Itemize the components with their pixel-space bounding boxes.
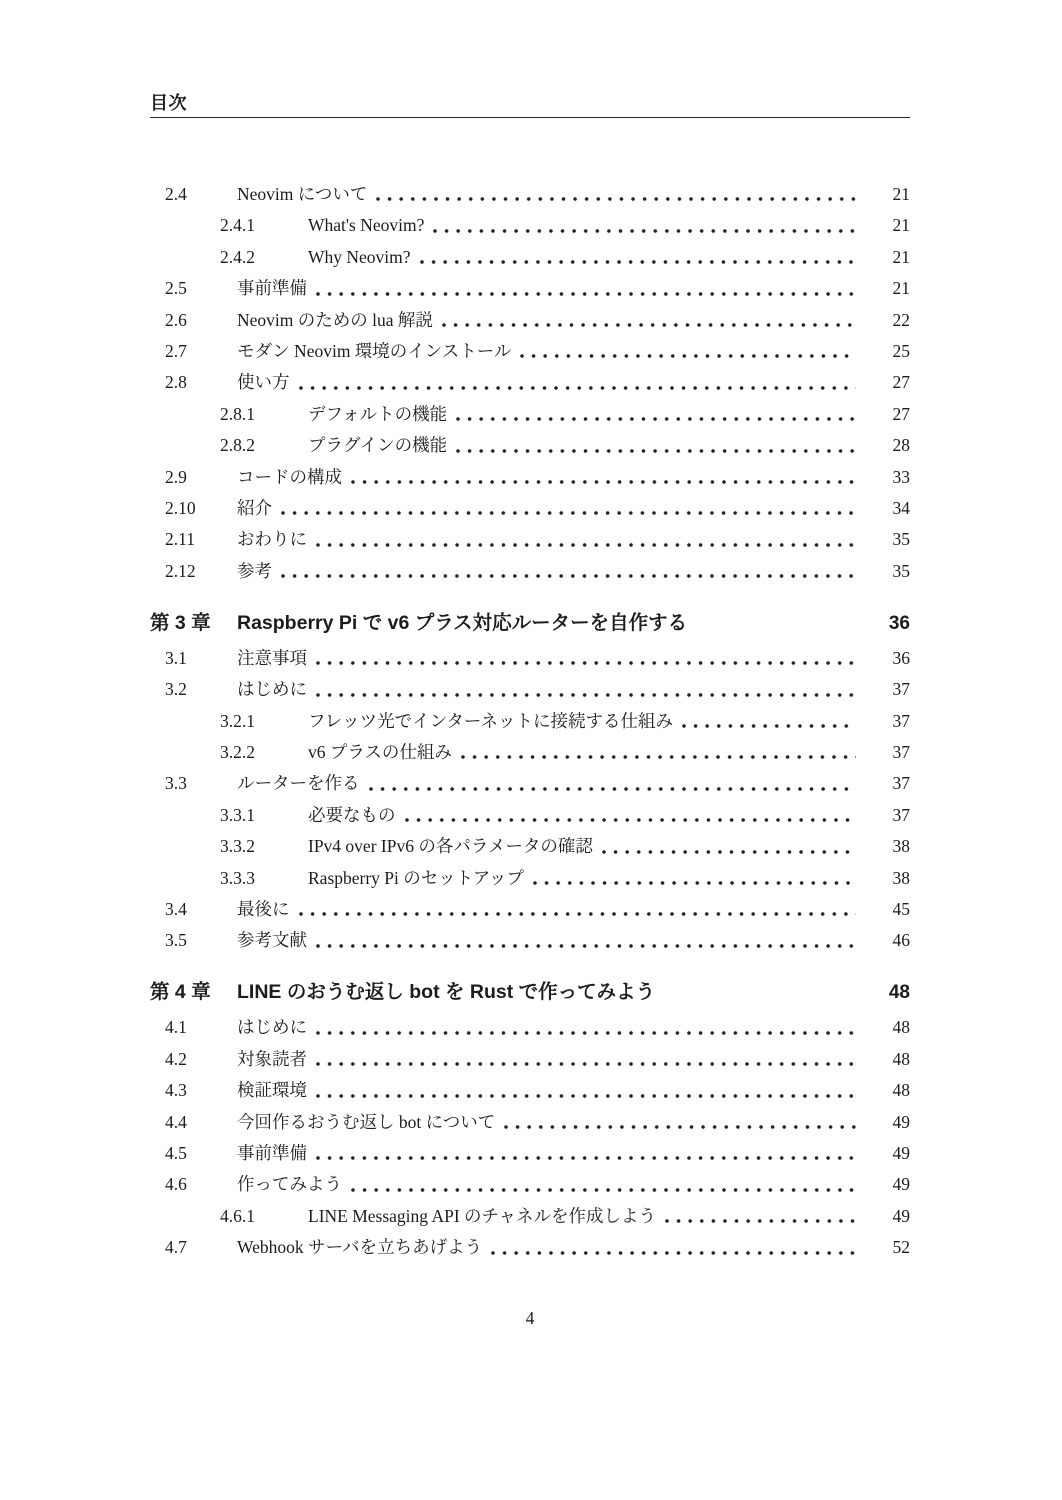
entry-title: Why Neovim? (308, 246, 411, 267)
entry-page-number: 35 (892, 529, 910, 550)
entry-title: Webhook サーバを立ちあげよう (237, 1237, 483, 1258)
entry-page-number: 33 (892, 466, 910, 487)
dot-leader (316, 693, 856, 697)
entry-title: 参考 (237, 560, 272, 581)
entry-title: 検証環境 (237, 1080, 307, 1101)
entry-page-number: 38 (892, 867, 910, 888)
toc-entry-4.4[interactable] (150, 1107, 910, 1138)
toc-entry-3.2.1[interactable] (150, 706, 910, 737)
entry-number: 3.1 (165, 647, 187, 668)
dot-leader (405, 818, 857, 822)
dot-leader (316, 661, 856, 665)
toc-entry-2.4.1[interactable] (150, 210, 910, 241)
entry-title: Raspberry Pi で v6 プラス対応ルーターを自作する (237, 611, 688, 634)
entry-title: Raspberry Pi のセットアップ (308, 867, 525, 888)
entry-page-number: 49 (892, 1174, 910, 1195)
toc-entry-4.2[interactable] (150, 1044, 910, 1075)
toc-entry-2.5[interactable] (150, 273, 910, 304)
toc-entry-3.1[interactable] (150, 643, 910, 674)
dot-leader (456, 417, 856, 421)
entry-page-number: 49 (892, 1205, 910, 1226)
entry-title: 事前準備 (237, 1142, 307, 1163)
header-rule (150, 117, 910, 118)
entry-page-number: 37 (892, 679, 910, 700)
entry-title: デフォルトの機能 (308, 403, 448, 424)
toc-entry-2.8[interactable] (150, 367, 910, 398)
entry-page-number: 21 (892, 246, 910, 267)
entry-number: 2.8 (165, 372, 187, 393)
toc-entry-2.10[interactable] (150, 493, 910, 524)
dot-leader (533, 881, 856, 885)
toc-entry-2.12[interactable] (150, 556, 910, 587)
entry-page-number: 48 (892, 1080, 910, 1101)
dot-leader (316, 944, 856, 948)
dot-leader (420, 260, 856, 264)
entry-number: 4.4 (165, 1111, 187, 1132)
entry-title: 使い方 (237, 372, 290, 393)
toc-entry-3.2[interactable] (150, 674, 910, 705)
entry-number: 4.6 (165, 1174, 187, 1195)
entry-title: 参考文献 (237, 930, 307, 951)
dot-leader (682, 724, 856, 728)
dot-leader (696, 628, 856, 632)
entry-number: 2.11 (165, 529, 195, 550)
toc-entry-第4章[interactable] (150, 975, 910, 1010)
entry-title: 事前準備 (237, 278, 307, 299)
entry-number: 2.7 (165, 341, 187, 362)
entry-title: What's Neovim? (308, 215, 425, 236)
toc-entry-2.4[interactable] (150, 179, 910, 210)
entry-number: 4.5 (165, 1142, 187, 1163)
entry-title: IPv4 over IPv6 の各パラメータの確認 (308, 836, 593, 857)
toc-entry-2.11[interactable] (150, 524, 910, 555)
toc-entry-2.8.2[interactable] (150, 430, 910, 461)
entry-page-number: 28 (892, 435, 910, 456)
entry-page-number: 27 (892, 403, 910, 424)
entry-title: Neovim について (237, 184, 368, 204)
dot-leader (281, 511, 856, 515)
entry-number: 2.9 (165, 466, 187, 487)
entry-title: v6 プラスの仕組み (308, 742, 452, 762)
entry-number: 4.7 (165, 1237, 187, 1258)
toc-entry-2.6[interactable] (150, 305, 910, 336)
entry-page-number: 37 (892, 804, 910, 825)
entry-number: 3.2 (165, 679, 187, 700)
dot-leader (442, 323, 856, 327)
entry-page-number: 48 (888, 982, 910, 1004)
dot-leader (461, 755, 856, 759)
entry-title: ルーターを作る (237, 773, 360, 794)
entry-number: 2.4.1 (220, 215, 255, 236)
entry-title: 今回作るおうむ返し bot について (237, 1111, 496, 1132)
entry-title: おわりに (237, 529, 307, 550)
entry-title: コードの構成 (237, 466, 342, 487)
dot-leader (299, 386, 857, 390)
entry-title: LINE Messaging API のチャネルを作成しよう (308, 1205, 657, 1226)
toc-entry-4.7[interactable] (150, 1232, 910, 1263)
entry-page-number: 36 (892, 647, 910, 668)
dot-leader (316, 1031, 856, 1035)
entry-page-number: 37 (892, 742, 910, 762)
dot-leader (665, 1219, 856, 1223)
entry-number: 2.4 (165, 184, 187, 204)
entry-page-number: 37 (892, 710, 910, 731)
toc-entry-4.3[interactable] (150, 1075, 910, 1106)
entry-title: はじめに (237, 679, 307, 700)
entry-page-number: 49 (892, 1142, 910, 1163)
dot-leader (316, 1094, 856, 1098)
toc-entry-3.4[interactable] (150, 894, 910, 925)
toc-entry-3.2.2[interactable] (150, 737, 910, 768)
entry-title: 対象読者 (237, 1048, 307, 1069)
dot-leader (316, 1156, 856, 1160)
toc-entry-2.9[interactable] (150, 462, 910, 493)
entry-number: 2.8.2 (220, 435, 255, 456)
entry-number: 2.12 (165, 560, 196, 581)
entry-page-number: 36 (888, 612, 910, 634)
dot-leader (369, 787, 857, 791)
page-header (150, 93, 910, 118)
entry-title: はじめに (237, 1017, 307, 1038)
entry-page-number: 48 (892, 1017, 910, 1038)
entry-title: 最後に (237, 899, 290, 920)
toc-list (150, 179, 910, 1264)
toc-entry-4.6.1[interactable] (150, 1201, 910, 1232)
entry-number: 3.2.1 (220, 710, 255, 731)
dot-leader (491, 1251, 856, 1255)
toc-entry-4.5[interactable] (150, 1138, 910, 1169)
entry-number: 4.3 (165, 1080, 187, 1101)
entry-number: 3.3 (165, 773, 187, 794)
entry-page-number: 48 (892, 1048, 910, 1069)
dot-leader (316, 543, 856, 547)
entry-page-number: 46 (892, 930, 910, 951)
entry-number: 3.3.3 (220, 867, 255, 888)
dot-leader (281, 574, 856, 578)
dot-leader (316, 1062, 856, 1066)
entry-page-number: 38 (892, 836, 910, 857)
toc-entry-3.5[interactable] (150, 925, 910, 956)
entry-page-number: 21 (892, 184, 910, 204)
entry-number: 4.1 (165, 1017, 187, 1038)
dot-leader (456, 449, 856, 453)
entry-title: 必要なもの (308, 804, 396, 825)
entry-number: 2.8.1 (220, 403, 255, 424)
entry-number: 3.5 (165, 930, 187, 951)
entry-number: 第 3 章 (150, 611, 211, 634)
entry-number: 2.10 (165, 498, 196, 519)
dot-leader (433, 229, 856, 233)
entry-number: 2.6 (165, 309, 187, 330)
entry-page-number: 25 (892, 341, 910, 362)
entry-page-number: 52 (892, 1237, 910, 1258)
entry-title: Neovim のための lua 解説 (237, 309, 433, 330)
entry-number: 第 4 章 (150, 981, 211, 1004)
toc-entry-3.3.1[interactable] (150, 800, 910, 831)
dot-leader (520, 354, 856, 358)
entry-page-number: 21 (892, 215, 910, 236)
entry-number: 4.6.1 (220, 1205, 255, 1226)
entry-title: 作ってみよう (237, 1174, 342, 1195)
entry-page-number: 22 (892, 309, 910, 330)
toc-entry-4.1[interactable] (150, 1012, 910, 1043)
entry-page-number: 21 (892, 278, 910, 299)
entry-title: 紹介 (237, 498, 272, 519)
dot-leader (376, 197, 856, 201)
entry-page-number: 45 (892, 899, 910, 920)
toc-entry-3.3.3[interactable] (150, 863, 910, 894)
entry-title: モダン Neovim 環境のインストール (237, 341, 512, 362)
entry-number: 3.2.2 (220, 742, 255, 762)
folio-page-number: 4 (525, 1308, 535, 1328)
entry-title: プラグインの機能 (308, 435, 448, 456)
entry-title: LINE のおうむ返し bot を Rust で作ってみよう (237, 981, 656, 1004)
dot-leader (351, 480, 856, 484)
dot-leader (664, 997, 856, 1001)
toc-entry-2.7[interactable] (150, 336, 910, 367)
entry-number: 2.4.2 (220, 246, 255, 267)
entry-number: 3.4 (165, 899, 187, 920)
toc-entry-2.8.1[interactable] (150, 399, 910, 430)
entry-page-number: 34 (892, 498, 910, 519)
running-header-title: 目次 (150, 93, 187, 113)
dot-leader (351, 1188, 856, 1192)
dot-leader (316, 292, 856, 296)
dot-leader (299, 912, 857, 916)
entry-page-number: 27 (892, 372, 910, 393)
dot-leader (504, 1125, 856, 1129)
entry-number: 2.5 (165, 278, 187, 299)
dot-leader (602, 850, 856, 854)
entry-title: 注意事項 (237, 647, 307, 668)
page-footer (150, 1308, 910, 1329)
toc-entry-第3章[interactable] (150, 606, 910, 641)
entry-number: 3.3.2 (220, 836, 255, 857)
entry-title: フレッツ光でインターネットに接続する仕組み (308, 710, 674, 731)
entry-page-number: 37 (892, 773, 910, 794)
entry-page-number: 49 (892, 1111, 910, 1132)
toc-entry-4.6[interactable] (150, 1169, 910, 1200)
toc-entry-3.3.2[interactable] (150, 831, 910, 862)
entry-number: 4.2 (165, 1048, 187, 1069)
toc-entry-2.4.2[interactable] (150, 242, 910, 273)
toc-entry-3.3[interactable] (150, 768, 910, 799)
entry-number: 3.3.1 (220, 804, 255, 825)
entry-page-number: 35 (892, 560, 910, 581)
